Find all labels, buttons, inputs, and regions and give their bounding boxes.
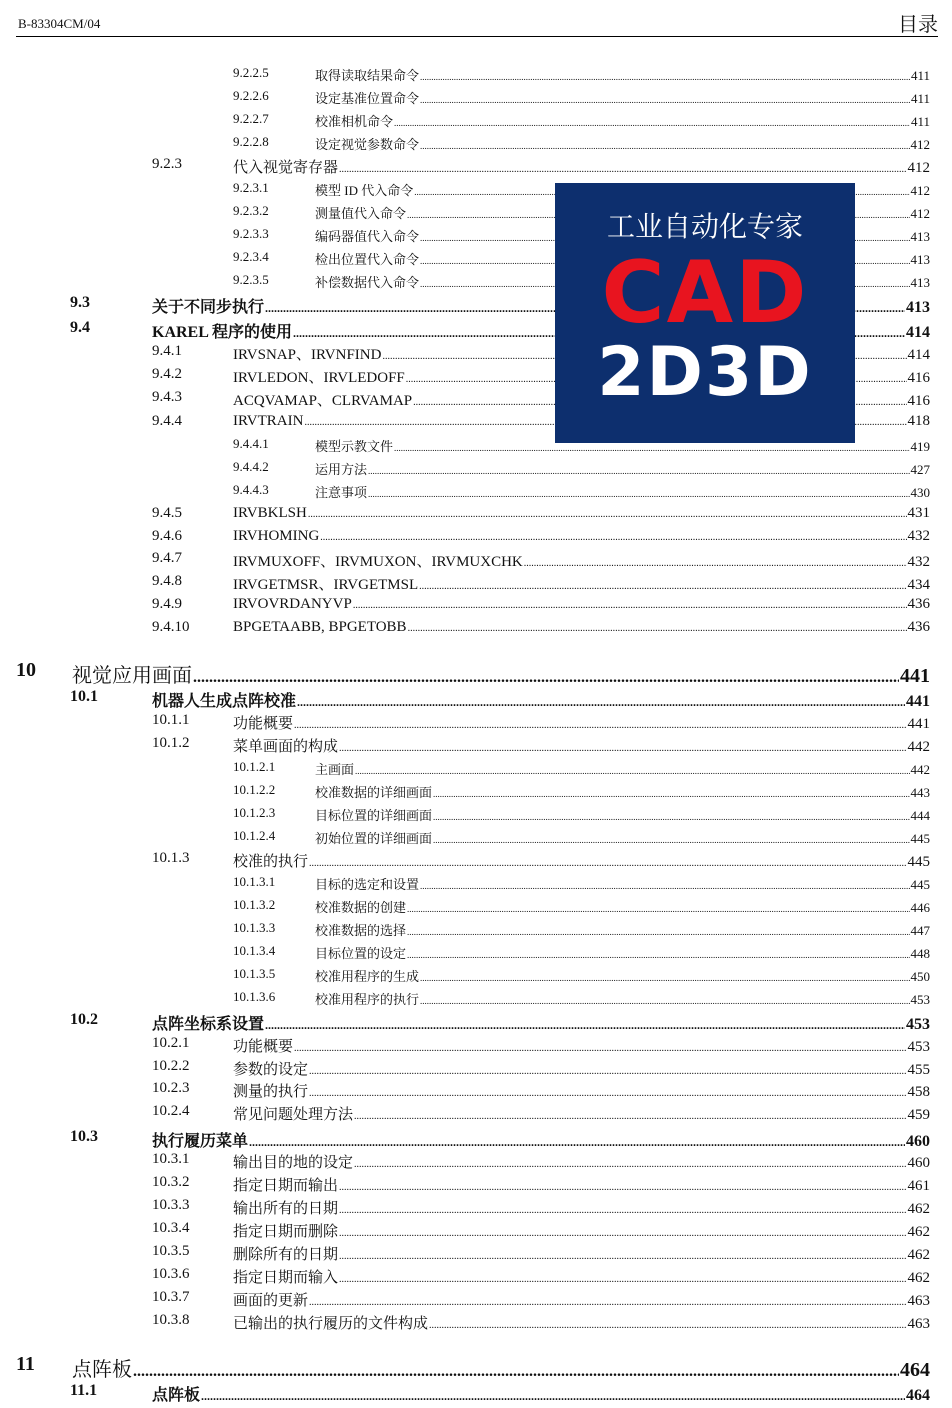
toc-entry[interactable]: [233, 943, 930, 963]
toc-entry-page: 412: [907, 160, 930, 176]
toc-entry-title: ACQVAMAP、CLRVAMAP: [233, 393, 413, 409]
toc-entry-title: 点阵板: [152, 1387, 201, 1404]
toc-entry[interactable]: [233, 759, 930, 779]
toc-entry-page: 459: [907, 1107, 930, 1123]
toc-entry-page: 453: [910, 992, 930, 1007]
toc-entry-page: 462: [907, 1247, 930, 1263]
toc-entry-number: 9.3: [70, 294, 90, 311]
toc-entry-title: 校准数据的创建: [315, 900, 407, 915]
toc-leader-dots: [420, 95, 910, 105]
toc-entry-number: 10.1.3.6: [233, 989, 276, 1004]
toc-entry-number: 10.2: [70, 1011, 98, 1028]
toc-leader-dots: [407, 904, 909, 914]
toc-entry[interactable]: [152, 528, 930, 550]
toc-leader-dots: [354, 1111, 906, 1122]
toc-entry-page: 436: [907, 596, 930, 612]
toc-entry-title: 初始位置的详细画面: [315, 831, 433, 846]
toc-entry-title: 校准的执行: [233, 854, 309, 870]
section-title: 目录: [898, 14, 938, 36]
toc-entry-number: 9.2.3.4: [233, 249, 269, 264]
toc-entry-title: 已输出的执行履历的文件构成: [233, 1316, 429, 1332]
toc-entry-title: 取得读取结果命令: [315, 68, 420, 83]
toc-entry-number: 10.1.2.1: [233, 759, 276, 774]
toc-entry-title: 校准数据的选择: [315, 923, 407, 938]
toc-leader-dots: [407, 950, 909, 960]
toc-entry[interactable]: [152, 1035, 930, 1057]
toc-entry-title: 运用方法: [315, 462, 368, 477]
toc-leader-dots: [339, 1182, 906, 1193]
toc-entry-number: 10.1: [70, 688, 98, 705]
toc-entry[interactable]: [152, 550, 930, 572]
toc-leader-dots: [339, 1205, 906, 1216]
toc-entry-title: 补偿数据代入命令: [315, 275, 420, 290]
toc-entry[interactable]: [152, 619, 930, 641]
toc-entry-number: 10.3: [70, 1128, 98, 1145]
toc-leader-dots: [408, 623, 907, 634]
toc-entry-number: 10.2.3: [152, 1080, 190, 1096]
toc-leader-dots: [420, 141, 909, 151]
toc-leader-dots: [407, 927, 909, 937]
toc-entry-title: 参数的设定: [233, 1062, 309, 1078]
watermark-tagline: 工业自动化专家: [606, 210, 803, 243]
toc-entry-page: 442: [910, 762, 930, 777]
toc-entry-title: 校准用程序的执行: [315, 992, 420, 1007]
toc-entry[interactable]: [152, 156, 930, 178]
toc-entry-page: 432: [907, 554, 930, 570]
toc-entry-number: 10.3.5: [152, 1243, 190, 1259]
toc-leader-dots: [420, 973, 909, 983]
toc-leader-dots: [297, 695, 905, 710]
toc-entry-title: 删除所有的日期: [233, 1247, 339, 1263]
toc-entry-page: 450: [910, 969, 930, 984]
toc-entry[interactable]: [233, 989, 930, 1009]
toc-leader-dots: [339, 164, 906, 175]
toc-entry-number: 10.1.2.2: [233, 782, 276, 797]
toc-leader-dots: [339, 1274, 906, 1285]
toc-entry-page: 427: [910, 462, 930, 477]
toc-entry[interactable]: [233, 65, 930, 85]
toc-leader-dots: [355, 766, 909, 776]
toc-leader-dots: [309, 1088, 906, 1099]
toc-entry-title: 机器人生成点阵校准: [152, 693, 297, 710]
toc-entry-number: 10.1.2.3: [233, 805, 276, 820]
toc-entry-number: 9.2.2.6: [233, 88, 269, 103]
toc-entry[interactable]: [152, 1080, 930, 1102]
toc-entry[interactable]: [233, 897, 930, 917]
toc-entry[interactable]: [233, 782, 930, 802]
toc-entry-number: 11.1: [70, 1382, 98, 1399]
toc-entry-title: 功能概要: [233, 1039, 294, 1055]
toc-entry-title: IRVMUXOFF、IRVMUXON、IRVMUXCHK: [233, 554, 523, 570]
toc-entry-title: 校准数据的详细画面: [315, 785, 433, 800]
toc-leader-dots: [353, 600, 907, 611]
toc-leader-dots: [133, 1363, 899, 1381]
toc-entry-page: 442: [907, 739, 930, 755]
toc-entry-page: 445: [910, 831, 930, 846]
toc-entry-number: 9.4: [70, 319, 90, 336]
toc-entry-title: IRVTRAIN: [233, 413, 304, 429]
toc-entry-page: 418: [907, 413, 930, 429]
toc-entry-title: 目标位置的设定: [315, 946, 407, 961]
toc-entry[interactable]: [152, 850, 930, 872]
toc-entry-title: 执行履历菜单: [152, 1133, 249, 1150]
toc-entry[interactable]: [70, 1128, 930, 1152]
toc-entry[interactable]: [152, 735, 930, 757]
toc-entry-title: 输出目的地的设定: [233, 1155, 354, 1171]
toc-entry-title: KAREL 程序的使用: [152, 324, 293, 341]
toc-entry-page: 453: [906, 1016, 930, 1033]
toc-entry-number: 10.2.1: [152, 1035, 190, 1051]
toc-entry[interactable]: [16, 659, 930, 689]
toc-entry[interactable]: [233, 828, 930, 848]
toc-entry-number: 10.3.2: [152, 1174, 190, 1190]
toc-entry-page: 462: [907, 1270, 930, 1286]
toc-entry-title: 设定视觉参数命令: [315, 137, 420, 152]
toc-entry-title: 模型 ID 代入命令: [315, 183, 414, 198]
toc-entry-number: 10.1.3.4: [233, 943, 276, 958]
toc-entry-title: 关于不同步执行: [152, 299, 265, 316]
toc-leader-dots: [429, 1320, 906, 1331]
toc-entry-number: 9.4.4.3: [233, 482, 269, 497]
toc-leader-dots: [354, 1159, 906, 1170]
toc-leader-dots: [394, 443, 909, 453]
toc-entry-page: 412: [910, 206, 930, 221]
toc-entry[interactable]: [152, 712, 930, 734]
toc-entry-number: 10.2.4: [152, 1103, 190, 1119]
toc-entry-number: 10.1.3.1: [233, 874, 276, 889]
toc-entry[interactable]: [233, 966, 930, 986]
toc-leader-dots: [368, 466, 909, 476]
toc-entry-title: 校准用程序的生成: [315, 969, 420, 984]
toc-entry[interactable]: [70, 1382, 930, 1406]
toc-entry-title: 输出所有的日期: [233, 1201, 339, 1217]
toc-leader-dots: [308, 509, 907, 520]
toc-entry-page: 461: [907, 1178, 930, 1194]
toc-leader-dots: [368, 489, 909, 499]
toc-entry-page: 441: [907, 716, 930, 732]
toc-entry-title: 视觉应用画面: [72, 665, 192, 687]
toc-entry[interactable]: [152, 1312, 930, 1334]
toc-entry-number: 9.4.8: [152, 573, 182, 589]
toc-entry[interactable]: [152, 505, 930, 527]
toc-leader-dots: [394, 118, 910, 128]
toc-entry[interactable]: [16, 1353, 930, 1383]
toc-entry-number: 9.2.3.5: [233, 272, 269, 287]
toc-entry-number: 9.4.5: [152, 505, 182, 521]
toc-entry-number: 9.4.9: [152, 596, 182, 612]
document-code: B-83304CM/04: [18, 16, 101, 31]
toc-entry-page: 413: [910, 229, 930, 244]
toc-entry-page: 445: [907, 854, 930, 870]
toc-entry-title: 模型示教文件: [315, 439, 394, 454]
toc-entry-title: IRVOVRDANYVP: [233, 596, 352, 612]
toc-entry-number: 9.4.4: [152, 413, 182, 429]
toc-leader-dots: [249, 1135, 905, 1150]
toc-entry-page: 455: [907, 1062, 930, 1078]
toc-entry-title: 测量的执行: [233, 1084, 309, 1100]
toc-entry-title: 主画面: [315, 762, 355, 777]
toc-entry-page: 462: [907, 1224, 930, 1240]
toc-leader-dots: [309, 1066, 906, 1077]
toc-entry-title: 注意事项: [315, 485, 368, 500]
toc-entry-title: BPGETAABB, BPGETOBB: [233, 619, 407, 635]
toc-entry-number: 10.1.3: [152, 850, 190, 866]
toc-entry-number: 9.4.6: [152, 528, 182, 544]
toc-entry[interactable]: [233, 88, 930, 108]
toc-entry-page: 412: [910, 183, 930, 198]
toc-entry-number: 9.2.3.1: [233, 180, 269, 195]
toc-entry-title: 检出位置代入命令: [315, 252, 420, 267]
toc-entry-title: 目标的选定和设置: [315, 877, 420, 892]
toc-entry-number: 9.4.3: [152, 389, 182, 405]
toc-entry-number: 10.1.1: [152, 712, 190, 728]
toc-entry[interactable]: [233, 134, 930, 154]
toc-entry[interactable]: [152, 573, 930, 595]
toc-entry-page: 463: [907, 1316, 930, 1332]
toc-entry[interactable]: [70, 688, 930, 712]
toc-entry[interactable]: [152, 596, 930, 618]
toc-entry[interactable]: [233, 111, 930, 131]
toc-entry-number: 10.1.2.4: [233, 828, 276, 843]
toc-entry-page: 412: [910, 137, 930, 152]
toc-entry-page: 441: [906, 693, 930, 710]
toc-entry-title: 指定日期而输入: [233, 1270, 339, 1286]
toc-leader-dots: [294, 720, 906, 731]
toc-entry-page: 436: [907, 619, 930, 635]
toc-entry-page: 430: [910, 485, 930, 500]
toc-entry-title: 常见问题处理方法: [233, 1107, 354, 1123]
toc-entry-page: 416: [907, 393, 930, 409]
toc-entry-title: IRVHOMING: [233, 528, 320, 544]
toc-entry-page: 411: [910, 68, 930, 83]
toc-leader-dots: [433, 789, 909, 799]
toc-entry[interactable]: [152, 1289, 930, 1311]
toc-entry-title: 菜单画面的构成: [233, 739, 339, 755]
toc-entry-number: 10.1.3.2: [233, 897, 276, 912]
toc-entry-title: 编码器值代入命令: [315, 229, 420, 244]
toc-entry-title: IRVLEDON、IRVLEDOFF: [233, 370, 405, 386]
toc-entry-number: 9.2.2.7: [233, 111, 269, 126]
toc-leader-dots: [309, 858, 906, 869]
toc-entry-number: 9.4.1: [152, 343, 182, 359]
toc-entry-number: 10.3.6: [152, 1266, 190, 1282]
toc-entry-number: 10.3.3: [152, 1197, 190, 1213]
toc-entry-title: 目标位置的详细画面: [315, 808, 433, 823]
toc-entry-page: 460: [907, 1155, 930, 1171]
toc-entry-page: 464: [906, 1387, 930, 1404]
toc-entry-page: 416: [907, 370, 930, 386]
toc-entry-page: 414: [907, 347, 930, 363]
toc-entry[interactable]: [152, 1220, 930, 1242]
toc-entry[interactable]: [152, 1197, 930, 1219]
toc-entry[interactable]: [233, 459, 930, 479]
toc-entry-number: 10: [16, 659, 36, 681]
toc-entry-title: 指定日期而删除: [233, 1224, 339, 1240]
toc-entry-number: 10.3.8: [152, 1312, 190, 1328]
toc-entry-title: 点阵坐标系设置: [152, 1016, 265, 1033]
toc-entry-number: 9.4.10: [152, 619, 190, 635]
toc-entry-number: 9.4.2: [152, 366, 182, 382]
toc-entry-number: 9.4.4.1: [233, 436, 269, 451]
toc-entry-number: 10.1.2: [152, 735, 190, 751]
toc-entry-page: 434: [907, 577, 930, 593]
toc-entry-number: 9.2.3.2: [233, 203, 269, 218]
toc-entry-page: 414: [906, 324, 930, 341]
toc-entry[interactable]: [152, 1058, 930, 1080]
toc-leader-dots: [339, 743, 906, 754]
toc-entry-page: 445: [910, 877, 930, 892]
toc-entry-title: 功能概要: [233, 716, 294, 732]
toc-entry-title: 代入视觉寄存器: [233, 160, 339, 176]
toc-entry-title: 校准相机命令: [315, 114, 394, 129]
toc-entry-title: 画面的更新: [233, 1293, 309, 1309]
toc-entry-title: 设定基准位置命令: [315, 91, 420, 106]
toc-entry-number: 9.2.2.8: [233, 134, 269, 149]
toc-leader-dots: [420, 996, 909, 1006]
toc-entry-page: 448: [910, 946, 930, 961]
toc-entry-number: 10.2.2: [152, 1058, 190, 1074]
toc-entry-title: IRVGETMSR、IRVGETMSL: [233, 577, 419, 593]
toc-entry-page: 431: [907, 505, 930, 521]
toc-entry-number: 9.2.3: [152, 156, 182, 172]
toc-entry-number: 9.4.4.2: [233, 459, 269, 474]
toc-entry[interactable]: [152, 1174, 930, 1196]
toc-entry-page: 419: [910, 439, 930, 454]
toc-entry-page: 413: [910, 275, 930, 290]
toc-entry[interactable]: [152, 1151, 930, 1173]
toc-leader-dots: [320, 532, 906, 543]
toc-entry[interactable]: [152, 1103, 930, 1125]
watermark-logo: [555, 183, 855, 443]
toc-entry-title: IRVBKLSH: [233, 505, 307, 521]
toc-entry[interactable]: [233, 920, 930, 940]
toc-entry-page: 446: [910, 900, 930, 915]
toc-entry-page: 464: [900, 1359, 930, 1381]
toc-leader-dots: [433, 812, 909, 822]
toc-entry[interactable]: [233, 874, 930, 894]
toc-entry[interactable]: [152, 1266, 930, 1288]
toc-entry-page: 447: [910, 923, 930, 938]
toc-entry-number: 10.3.7: [152, 1289, 190, 1305]
watermark-2d3d: 2D3D: [597, 333, 813, 412]
toc-entry-page: 413: [906, 299, 930, 316]
toc-entry[interactable]: [70, 1011, 930, 1035]
toc-leader-dots: [420, 881, 909, 891]
toc-entry-number: 11: [16, 1353, 35, 1375]
toc-entry-title: 点阵板: [72, 1359, 132, 1381]
toc-entry-number: 10.1.3.5: [233, 966, 276, 981]
toc-entry-number: 9.2.2.5: [233, 65, 269, 80]
toc-leader-dots: [433, 835, 909, 845]
toc-leader-dots: [339, 1228, 906, 1239]
toc-entry-title: 指定日期而输出: [233, 1178, 339, 1194]
toc-entry-page: 432: [907, 528, 930, 544]
toc-leader-dots: [193, 669, 899, 687]
toc-leader-dots: [309, 1297, 906, 1308]
toc-entry[interactable]: [233, 805, 930, 825]
toc-entry-page: 463: [907, 1293, 930, 1309]
toc-entry-title: IRVSNAP、IRVNFIND: [233, 347, 382, 363]
toc-leader-dots: [265, 1018, 905, 1033]
toc-entry-page: 462: [907, 1201, 930, 1217]
toc-entry-page: 458: [907, 1084, 930, 1100]
toc-leader-dots: [339, 1251, 906, 1262]
toc-entry-page: 411: [910, 114, 930, 129]
toc-leader-dots: [294, 1043, 906, 1054]
toc-leader-dots: [420, 72, 910, 82]
toc-entry-number: 9.4.7: [152, 550, 182, 566]
toc-entry-number: 9.2.3.3: [233, 226, 269, 241]
toc-entry[interactable]: [233, 482, 930, 502]
toc-entry-page: 453: [907, 1039, 930, 1055]
toc-entry-page: 441: [900, 665, 930, 687]
toc-entry[interactable]: [152, 1243, 930, 1265]
toc-leader-dots: [524, 558, 907, 569]
toc-leader-dots: [419, 581, 906, 592]
toc-entry-number: 10.3.1: [152, 1151, 190, 1167]
watermark-cad: CAD: [601, 243, 809, 343]
toc-entry-page: 413: [910, 252, 930, 267]
toc-entry-title: 测量值代入命令: [315, 206, 407, 221]
toc-entry-page: 443: [910, 785, 930, 800]
toc-entry-number: 10.3.4: [152, 1220, 190, 1236]
toc-entry-number: 10.1.3.3: [233, 920, 276, 935]
toc-leader-dots: [201, 1389, 905, 1404]
toc-entry-page: 411: [910, 91, 930, 106]
toc-entry-page: 444: [910, 808, 930, 823]
toc-entry-page: 460: [906, 1133, 930, 1150]
